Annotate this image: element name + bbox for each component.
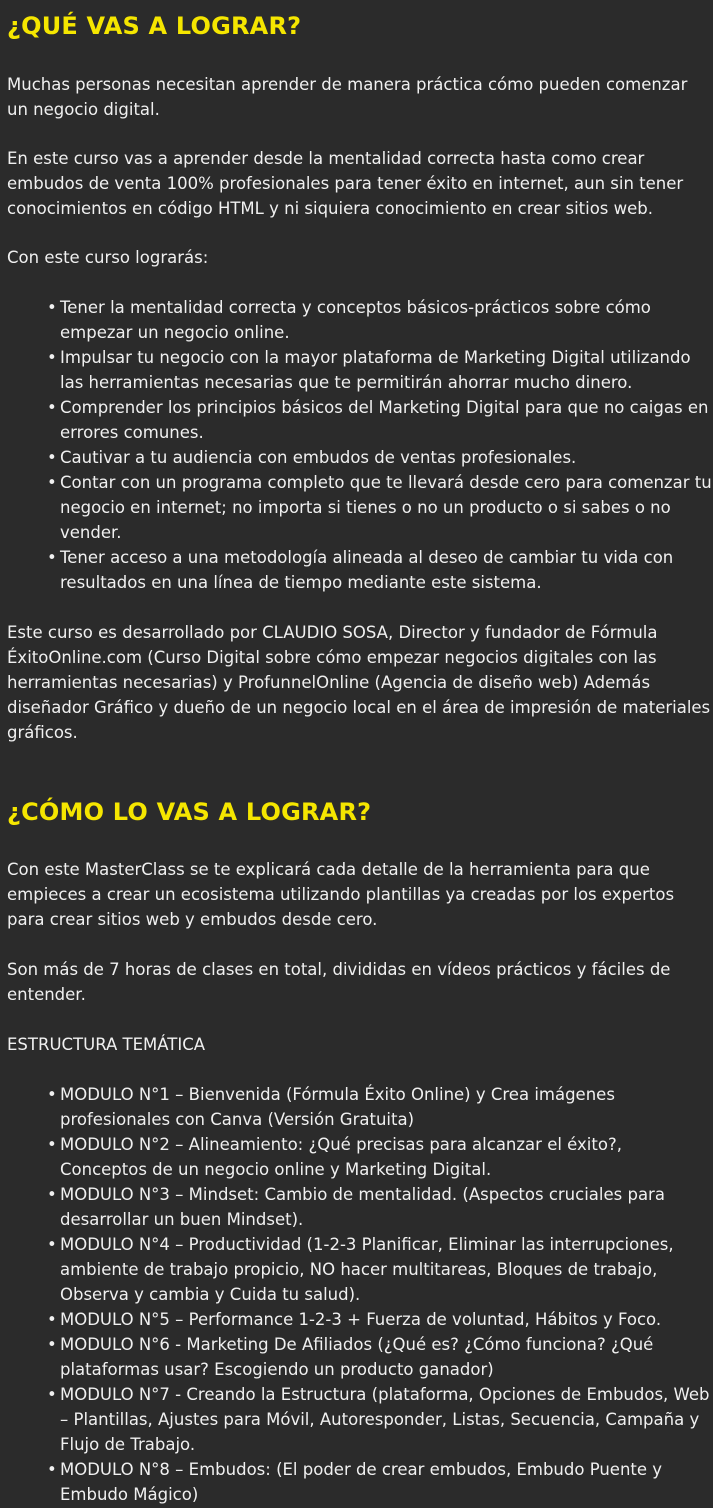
course-paragraph: En este curso vas a aprender desde la mentalidad correcta hasta como crear embudos de venta 100% profesionales para tener éxito en internet, aun sin tener conocimientos en código HTML y ni siquiera conocimiento en crear sitios web. <box>7 149 684 218</box>
module-item: • MODULO N°3 – Mindset: Cambio de mentalidad. (Aspectos cruciales para desarrollar un buen Mindset). <box>7 1182 713 1232</box>
list-item: • Cautivar a tu audiencia con embudos de ventas profesionales. <box>7 445 713 470</box>
module-item: • MODULO N°6 - Marketing De Afiliados (¿Qué es? ¿Cómo funciona? ¿Qué plataformas usar? Escogiendo un producto ganador) <box>7 1332 713 1382</box>
list-item: • Impulsar tu negocio con la mayor plataforma de Marketing Digital utilizando las herramientas necesarias que te permitirán ahorrar mucho dinero. <box>7 345 713 395</box>
hours-paragraph: Son más de 7 horas de clases en total, divididas en vídeos prácticos y fáciles de entender. <box>7 960 671 1004</box>
structure-label: ESTRUCTURA TEMÁTICA <box>7 1035 206 1054</box>
section-heading-how: ¿CÓMO LO VAS A LOGRAR? <box>7 798 372 826</box>
achievements-list <box>7 295 713 595</box>
module-item: • MODULO N°1 – Bienvenida (Fórmula Éxito Online) y Crea imágenes profesionales con Canva (Versión Gratuita) <box>7 1082 713 1132</box>
list-item: • Tener acceso a una metodología alineada al deseo de cambiar tu vida con resultados en una línea de tiempo mediante este sistema. <box>7 545 713 595</box>
author-paragraph: Este curso es desarrollado por CLAUDIO SOSA, Director y fundador de Fórmula ÉxitoOnline.com (Curso Digital sobre cómo empezar negocios digitales con las herramientas necesarias) y ProfunnelOnline (Agencia de diseño web) Además diseñador Gráfico y dueño de un negocio local en el área de impresión de materiales gráficos. <box>7 623 711 742</box>
module-item: • MODULO N°8 – Embudos: (El poder de crear embudos, Embudo Puente y Embudo Mágico) <box>7 1457 713 1507</box>
list-item: • Contar con un programa completo que te llevará desde cero para comenzar tu negocio en internet; no importa si tienes o no un producto o si sabes o no vender. <box>7 470 713 545</box>
masterclass-paragraph: Con este MasterClass se te explicará cada detalle de la herramienta para que empieces a crear un ecosistema utilizando plantillas ya creadas por los expertos para crear sitios web y embudos desde cero. <box>7 860 675 929</box>
achievements-intro: Con este curso lograrás: <box>7 248 209 267</box>
module-item: • MODULO N°2 – Alineamiento: ¿Qué precisas para alcanzar el éxito?, Conceptos de un negocio online y Marketing Digital. <box>7 1132 713 1182</box>
module-item: • MODULO N°7 - Creando la Estructura (plataforma, Opciones de Embudos, Web – Plantillas, Ajustes para Móvil, Autoresponder, Listas, Secuencia, Campaña y Flujo de Trabajo. <box>7 1382 713 1457</box>
modules-list <box>7 1082 713 1507</box>
list-item: • Comprender los principios básicos del Marketing Digital para que no caigas en errores comunes. <box>7 395 713 445</box>
section-heading-what: ¿QUÉ VAS A LOGRAR? <box>7 12 302 40</box>
module-item: • MODULO N°4 – Productividad (1-2-3 Planificar, Eliminar las interrupciones, ambiente de trabajo propicio, NO hacer multitareas, Bloques de trabajo, Observa y cambia y Cuida tu salud). <box>7 1232 713 1307</box>
intro-paragraph: Muchas personas necesitan aprender de manera práctica cómo pueden comenzar un negocio digital. <box>7 75 688 119</box>
list-item: • Tener la mentalidad correcta y conceptos básicos-prácticos sobre cómo empezar un negocio online. <box>7 295 713 345</box>
module-item: • MODULO N°5 – Performance 1-2-3 + Fuerza de voluntad, Hábitos y Foco. <box>7 1307 713 1332</box>
